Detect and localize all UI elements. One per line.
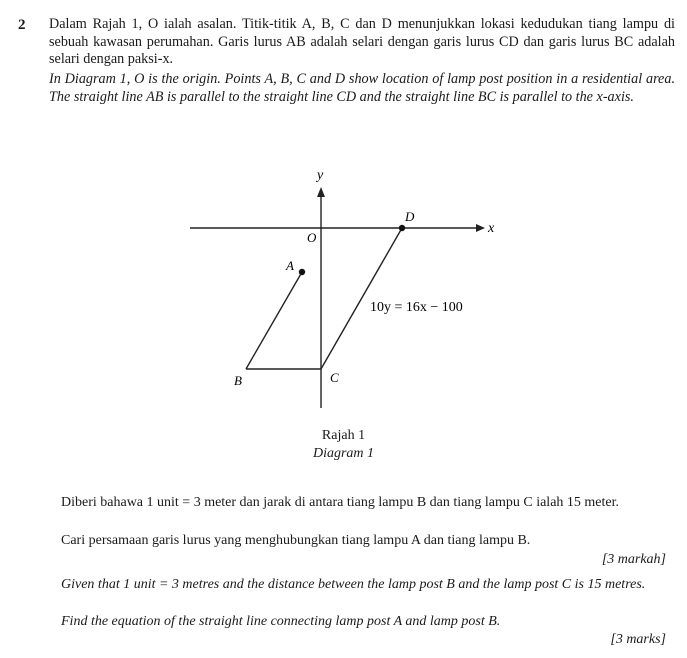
task-text-english: Find the equation of the straight line connecting lamp post A and lamp post B. <box>61 614 501 629</box>
point-d-label: D <box>405 209 415 224</box>
y-axis-arrow <box>317 187 325 197</box>
marks-malay: [3 markah] <box>601 552 666 567</box>
question-text-english: In Diagram 1, O is the origin. Points A, B, C and D show location of lamp post position in a residential area. The straight line AB is parallel to the straight line CD and the straight line BC is parallel to the x-axis. <box>49 71 675 105</box>
task-text-malay: Cari persamaan garis lurus yang menghubungkan tiang lampu A dan tiang lampu B. <box>61 533 531 548</box>
point-b-label: B <box>234 373 242 388</box>
x-axis-arrow <box>476 224 485 232</box>
point-a-dot <box>299 269 305 275</box>
origin-label: O <box>307 230 317 245</box>
equation-label: 10y = 16x − 100 <box>370 300 463 315</box>
point-d-dot <box>399 225 405 231</box>
line-cd <box>321 228 402 369</box>
diagram-caption-malay: Rajah 1 <box>321 428 366 443</box>
given-text-malay: Diberi bahawa 1 unit = 3 meter dan jarak di antara tiang lampu B dan tiang lampu C ialah 15 meter. <box>61 495 620 510</box>
marks-english: [3 marks] <box>610 632 666 647</box>
point-c-label: C <box>330 370 339 385</box>
line-ab <box>246 272 302 369</box>
given-text-english: Given that 1 unit = 3 metres and the distance between the lamp post B and the lamp post C is 15 metres. <box>61 577 646 592</box>
diagram-1 <box>150 160 530 460</box>
diagram-caption-english: Diagram 1 <box>312 446 375 461</box>
y-axis-label: y <box>317 168 324 183</box>
point-a-label: A <box>286 258 294 273</box>
question-text-malay: Dalam Rajah 1, O ialah asalan. Titik-titik A, B, C dan D menunjukkan lokasi kedudukan tiang lampu di sebuah kawasan perumahan. Garis lurus AB adalah selari dengan garis lurus CD dan garis lurus BC adalah selari dengan paksi-x. <box>49 16 675 67</box>
question-number: 2 <box>18 17 26 33</box>
x-axis-label: x <box>488 221 495 236</box>
